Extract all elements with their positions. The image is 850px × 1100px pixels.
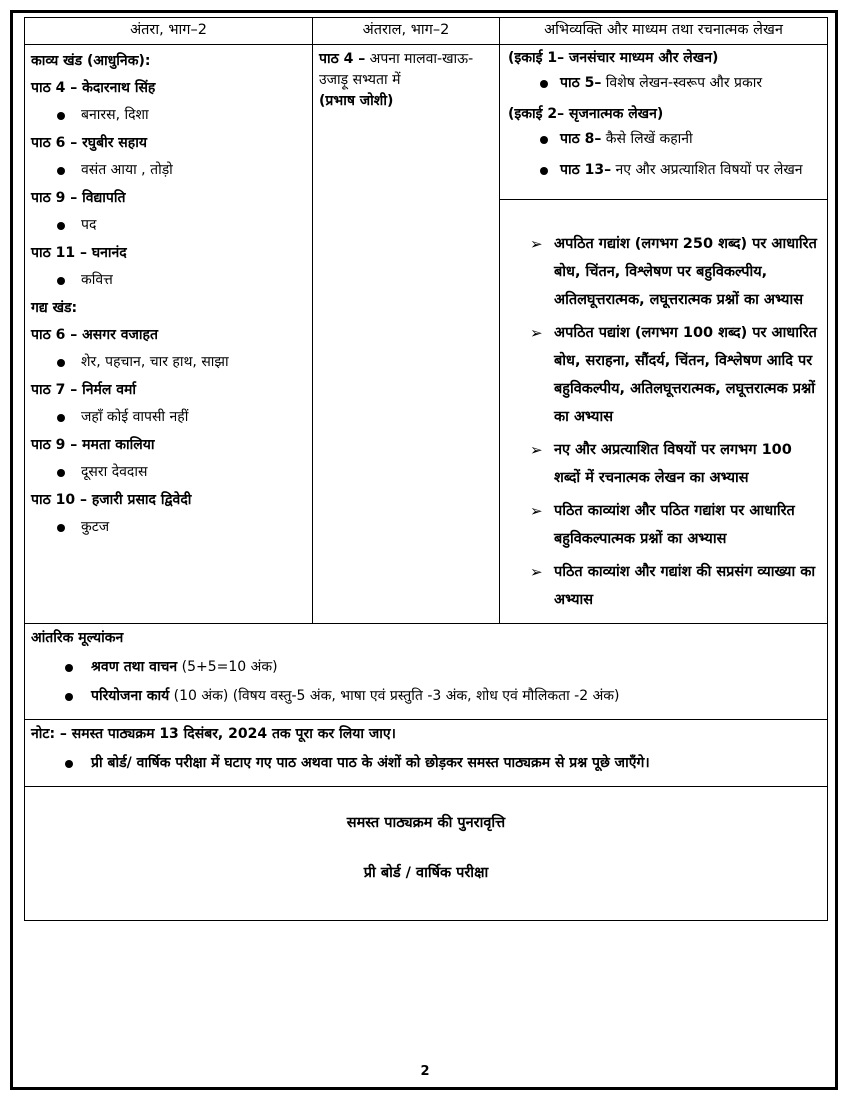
practice-list bbox=[500, 200, 827, 623]
bullet-icon bbox=[57, 469, 65, 477]
bullet-icon bbox=[65, 664, 73, 672]
bullet-icon bbox=[65, 693, 73, 701]
antaral-author: (प्रभाष जोशी) bbox=[319, 93, 394, 109]
note-row bbox=[25, 720, 828, 787]
bullet-icon bbox=[540, 167, 548, 175]
unit2-item: पाठ 8– कैसे लिखें कहानी bbox=[530, 129, 821, 150]
lesson-heading: पाठ 9 – विद्यापति bbox=[31, 190, 126, 206]
revision-text: समस्त पाठ्यक्रम की पुनरावृत्ति bbox=[346, 815, 506, 831]
internal-item: परियोजना कार्य (10 अंक) (विषय वस्तु-5 अंक, भाषा एवं प्रस्तुति -3 अंक, शोध एवं मौलिकता -2 अंक) bbox=[31, 686, 821, 707]
note-bullet: प्री बोर्ड/ वार्षिक परीक्षा में घटाए गए पाठ अथवा पाठ के अंशों को छोड़कर समस्त पाठ्यक्रम से प्रश्न पूछे जाएँगे। bbox=[31, 753, 821, 774]
practice-item: ➢ पठित काव्यांश और गद्यांश की सप्रसंग व्याख्या का अभ्यास bbox=[530, 558, 817, 614]
internal-assessment bbox=[25, 624, 828, 720]
practice-item: ➢ अपठित गद्यांश (लगभग 250 शब्द) पर आधारित बोध, चिंतन, विश्लेषण पर बहुविकल्पीय, अतिलघूत्तरात्मक, लघूत्तरात्मक प्रश्नों का अभ्यास bbox=[530, 230, 817, 314]
bullet-icon bbox=[57, 112, 65, 120]
unit2-heading: (इकाई 2– सृजनात्मक लेखन) bbox=[508, 106, 664, 122]
arrow-icon: ➢ bbox=[530, 502, 543, 520]
arrow-icon: ➢ bbox=[530, 235, 543, 253]
kavya-heading: काव्य खंड (आधुनिक): bbox=[31, 53, 151, 69]
exam-text: प्री बोर्ड / वार्षिक परीक्षा bbox=[363, 864, 489, 881]
gadya-heading: गद्य खंड: bbox=[31, 300, 78, 316]
header-abhivyakti: अभिव्यक्ति और माध्यम तथा रचनात्मक लेखन bbox=[500, 18, 828, 45]
lesson-heading: पाठ 10 – हजारी प्रसाद द्विवेदी bbox=[31, 492, 192, 508]
content-row bbox=[25, 45, 828, 624]
arrow-icon: ➢ bbox=[530, 441, 543, 459]
internal-assessment-row bbox=[25, 624, 828, 720]
internal-heading: आंतरिक मूल्यांकन bbox=[31, 630, 124, 646]
lesson-heading: पाठ 4 – केदारनाथ सिंह bbox=[31, 80, 156, 96]
note-cell bbox=[25, 720, 828, 787]
practice-item: ➢ नए और अप्रत्याशित विषयों पर लगभग 100 शब्दों में रचनात्मक लेखन का अभ्यास bbox=[530, 436, 817, 492]
unit1-item: पाठ 5– विशेष लेखन-स्वरूप और प्रकार bbox=[530, 73, 821, 94]
internal-item: श्रवण तथा वाचन (5+5=10 अंक) bbox=[31, 657, 821, 678]
lesson-item: शेर, पहचान, चार हाथ, साझा bbox=[31, 352, 306, 373]
lesson-heading: पाठ 6 – असगर वजाहत bbox=[31, 327, 158, 343]
lesson-item: कुटज bbox=[31, 517, 306, 538]
header-antaral: अंतराल, भाग–2 bbox=[313, 18, 500, 45]
arrow-icon: ➢ bbox=[530, 324, 543, 342]
practice-item: ➢ अपठित पद्यांश (लगभग 100 शब्द) पर आधारित बोध, सराहना, सौंदर्य, चिंतन, विश्लेषण आदि पर बहुविकल्पीय, अतिलघूत्तरात्मक, लघूत्तरात्मक प्रश्नों का अभ्यास bbox=[530, 319, 817, 431]
bullet-icon bbox=[540, 80, 548, 88]
bullet-icon bbox=[57, 222, 65, 230]
bullet-icon bbox=[57, 277, 65, 285]
lesson-item: पद bbox=[31, 215, 306, 236]
lesson-item: जहाँ कोई वापसी नहीं bbox=[31, 407, 306, 428]
note-line: नोट: – समस्त पाठ्यक्रम 13 दिसंबर, 2024 तक पूरा कर लिया जाए। bbox=[31, 726, 396, 742]
unit2-item: पाठ 13– नए और अप्रत्याशित विषयों पर लेखन bbox=[530, 160, 821, 181]
bullet-icon bbox=[65, 760, 73, 768]
lesson-heading: पाठ 6 – रघुबीर सहाय bbox=[31, 135, 147, 151]
bullet-icon bbox=[57, 524, 65, 532]
lesson-item: वसंत आया , तोड़ो bbox=[31, 160, 306, 181]
units-block bbox=[500, 45, 827, 200]
antara-column bbox=[25, 45, 313, 624]
lesson-heading: पाठ 7 – निर्मल वर्मा bbox=[31, 382, 136, 398]
bullet-icon bbox=[57, 359, 65, 367]
practice-item: ➢ पठित काव्यांश और पठित गद्यांश पर आधारित बहुविकल्पात्मक प्रश्नों का अभ्यास bbox=[530, 497, 817, 553]
header-antara: अंतरा, भाग–2 bbox=[25, 18, 313, 45]
lesson-heading: पाठ 9 – ममता कालिया bbox=[31, 437, 155, 453]
antaral-lesson: पाठ 4 – अपना मालवा-खाऊ-उजाड़ू सभ्यता में bbox=[319, 51, 474, 88]
abhivyakti-column bbox=[500, 45, 828, 624]
unit1-heading: (इकाई 1– जनसंचार माध्यम और लेखन) bbox=[508, 50, 719, 66]
antaral-column bbox=[313, 45, 500, 624]
footer-cell bbox=[25, 787, 828, 921]
page-number: 2 bbox=[420, 1064, 430, 1079]
lesson-item: दूसरा देवदास bbox=[31, 462, 306, 483]
bullet-icon bbox=[57, 414, 65, 422]
header-row bbox=[25, 18, 828, 45]
lesson-item: बनारस, दिशा bbox=[31, 105, 306, 126]
bullet-icon bbox=[540, 136, 548, 144]
lesson-item: कवित्त bbox=[31, 270, 306, 291]
arrow-icon: ➢ bbox=[530, 563, 543, 581]
bullet-icon bbox=[57, 167, 65, 175]
syllabus-table bbox=[24, 17, 828, 921]
footer-row bbox=[25, 787, 828, 921]
lesson-heading: पाठ 11 – घनानंद bbox=[31, 245, 127, 261]
